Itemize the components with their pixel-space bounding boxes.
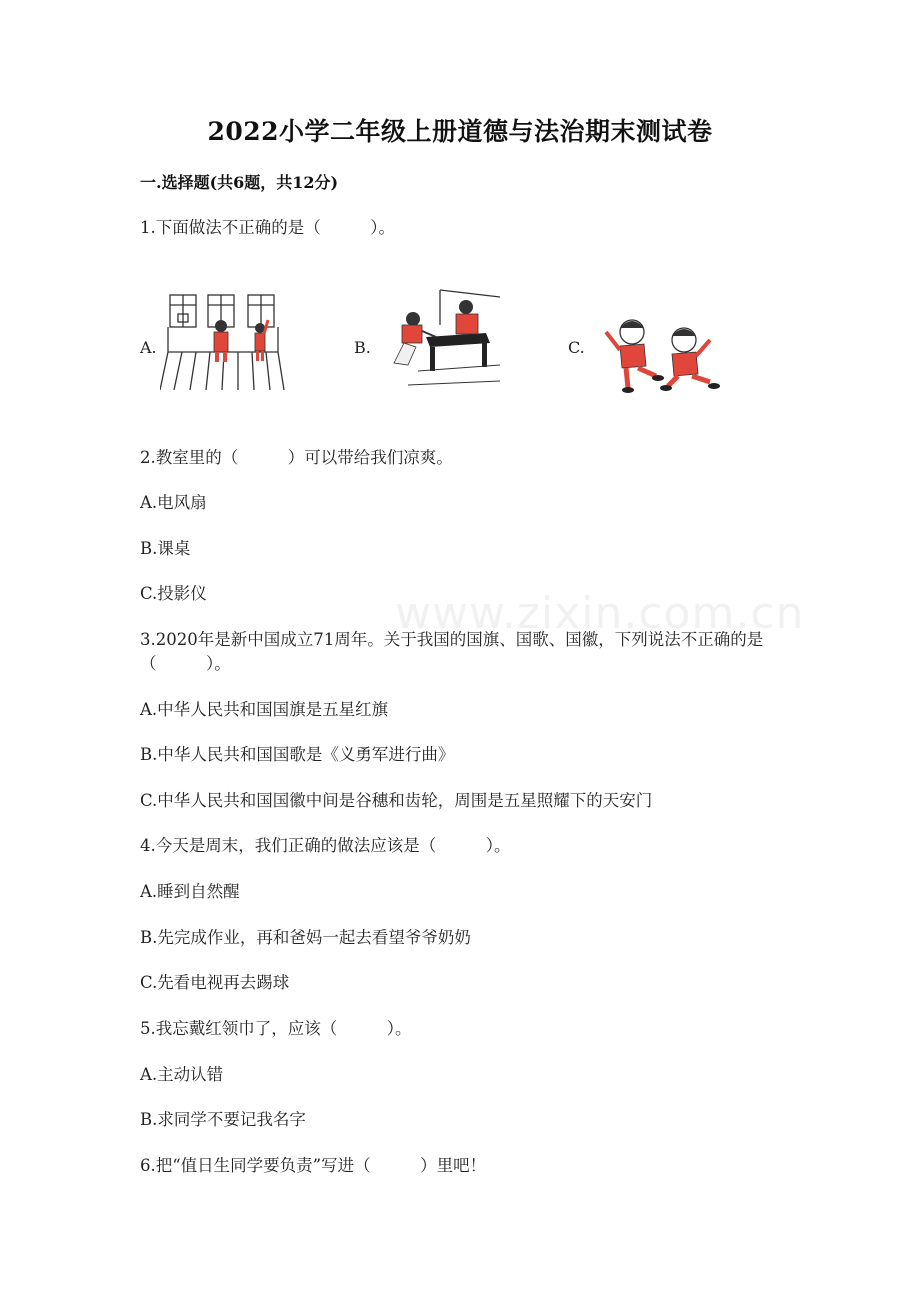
question-4-option-c: C.先看电视再去踢球: [140, 973, 290, 992]
section-heading: 一.选择题(共6题，共12分): [140, 173, 339, 192]
question-2-option-b: B.课桌: [140, 539, 191, 558]
question-1-option-a-label: A.: [140, 338, 157, 357]
question-1-option-b-image: [378, 285, 503, 397]
question-3-option-b: B.中华人民共和国国歌是《义勇军进行曲》: [140, 745, 455, 764]
question-6-stem: 6.把“值日生同学要负责”写进（ ）里吧！: [140, 1156, 487, 1175]
question-1-stem: 1.下面做法不正确的是（ ）。: [140, 218, 395, 237]
question-3-option-c: C.中华人民共和国国徽中间是谷穗和齿轮，周围是五星照耀下的天安门: [140, 791, 653, 810]
question-1-option-a-image: [160, 290, 285, 395]
question-3-option-a: A.中华人民共和国国旗是五星红旗: [140, 700, 389, 719]
question-2-stem: 2.教室里的（ ）可以带给我们凉爽。: [140, 448, 453, 467]
question-4-stem: 4.今天是周末，我们正确的做法应该是（ ）。: [140, 836, 511, 855]
question-4-option-b: B.先完成作业，再和爸妈一起去看望爷爷奶奶: [140, 928, 471, 947]
question-2-option-a: A.电风扇: [140, 493, 207, 512]
question-1-option-c-label: C.: [568, 338, 585, 357]
watermark: www.zixin.com.cn: [395, 588, 805, 639]
question-5-option-a: A.主动认错: [140, 1065, 224, 1084]
question-1-option-c-image: [598, 310, 724, 398]
page-title: 2022小学二年级上册道德与法治期末测试卷: [207, 117, 713, 146]
question-5-stem: 5.我忘戴红领巾了，应该（ ）。: [140, 1019, 412, 1038]
question-5-option-b: B.求同学不要记我名字: [140, 1110, 306, 1129]
question-4-option-a: A.睡到自然醒: [140, 882, 240, 901]
question-3-stem: 3.2020年是新中国成立71周年。关于我国的国旗、国歌、国徽，下列说法不正确的是（ ）。: [140, 630, 764, 673]
question-2-option-c: C.投影仪: [140, 584, 207, 603]
question-1-option-b-label: B.: [354, 338, 371, 357]
